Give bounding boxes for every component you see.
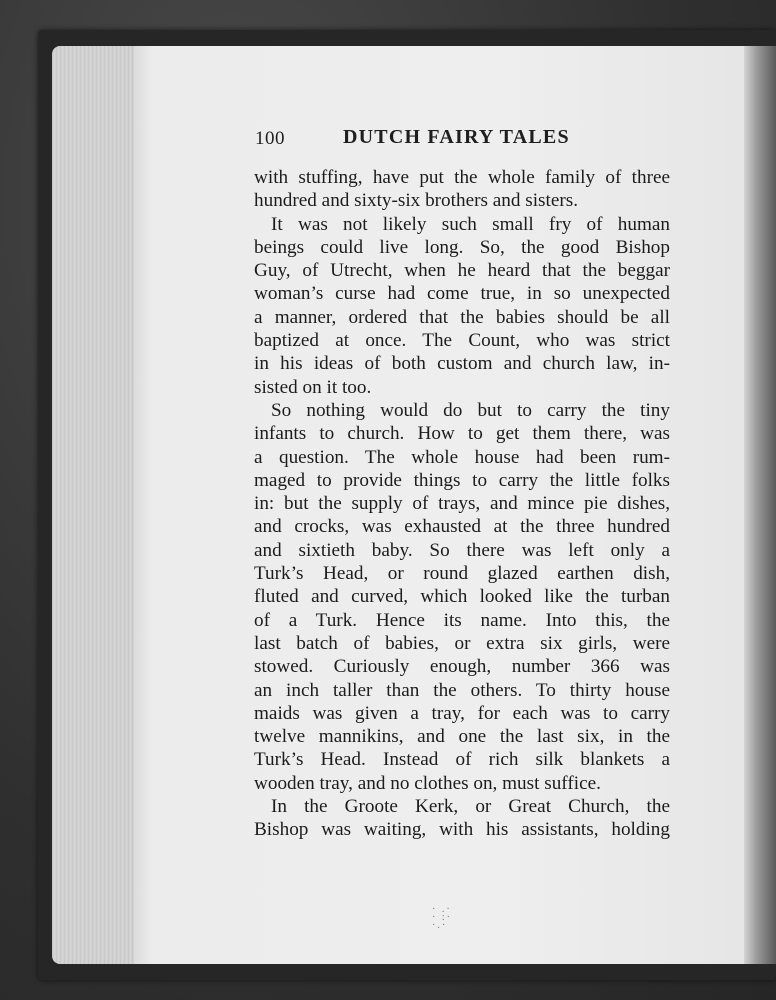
text-line: It was not likely such small fry of human	[271, 213, 670, 235]
text-line: sisted on it too.	[254, 376, 372, 398]
body-text	[254, 166, 670, 842]
text-line: a question. The whole house had been rum-	[254, 446, 670, 468]
text-line: fluted and curved, which looked like the turban	[254, 586, 670, 608]
page-number: 100	[255, 128, 285, 149]
text-line: and crocks, was exhausted at the three hundred	[254, 516, 670, 538]
text-line: Bishop was waiting, with his assistants, holding	[254, 819, 670, 841]
text-line: So nothing would do but to carry the tiny	[271, 399, 670, 421]
text-line: wooden tray, and no clothes on, must suffice.	[254, 772, 601, 794]
text-line: hundred and sixty-six brothers and sisters.	[254, 190, 579, 212]
text-line: In the Groote Kerk, or Great Church, the	[271, 796, 670, 818]
text-line: maids was given a tray, for each was to carry	[254, 702, 670, 724]
text-line: infants to church. How to get them there, was	[254, 423, 670, 445]
spine-shadow	[744, 46, 776, 964]
text-line: Turk’s Head. Instead of rich silk blankets a	[254, 749, 670, 771]
text-line: beings could live long. So, the good Bishop	[254, 236, 670, 258]
text-line: an inch taller than the others. To thirty house	[254, 679, 670, 701]
text-line: of a Turk. Hence its name. Into this, the	[254, 609, 670, 631]
text-line: Guy, of Utrecht, when he heard that the beggar	[254, 260, 670, 282]
text-line: twelve mannikins, and one the last six, in the	[254, 726, 670, 748]
text-line: with stuffing, have put the whole family of three	[254, 167, 670, 188]
text-line: Turk’s Head, or round glazed earthen dish,	[254, 563, 670, 585]
running-title: DUTCH FAIRY TALES	[343, 126, 570, 148]
text-line: stowed. Curiously enough, number 366 was	[254, 656, 670, 678]
page-edges	[52, 46, 138, 964]
text-line: woman’s curse had come true, in so unexpected	[254, 283, 670, 305]
text-line: a manner, ordered that the babies should be all	[254, 306, 670, 328]
text-line: and sixtieth baby. So there was left only a	[254, 539, 670, 561]
paper-speck: · .· · :· ·.·	[432, 904, 452, 931]
text-line: in: but the supply of trays, and mince pie dishes,	[254, 493, 670, 515]
text-line: baptized at once. The Count, who was strict	[254, 330, 670, 352]
page-header	[255, 126, 670, 156]
text-line: in his ideas of both custom and church law, in-	[254, 353, 670, 375]
text-line: last batch of babies, or extra six girls, were	[254, 632, 670, 654]
text-line: maged to provide things to carry the little folks	[254, 469, 670, 491]
